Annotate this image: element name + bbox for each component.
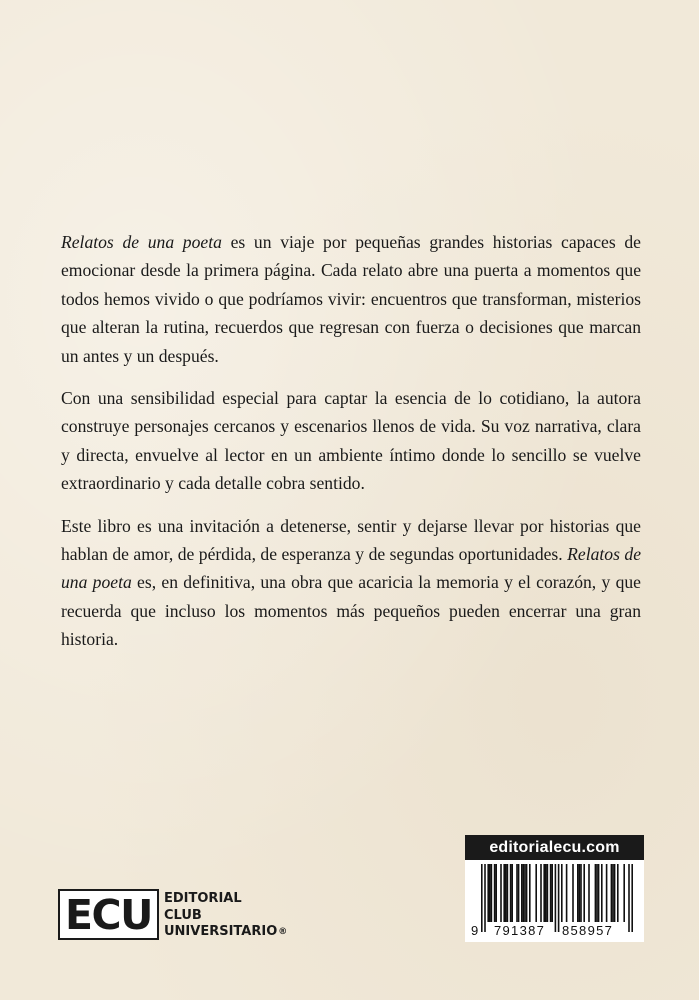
- barcode-bar: [507, 864, 509, 922]
- barcode-bar: [561, 864, 563, 922]
- barcode-bar: [545, 864, 547, 922]
- isbn-left-group: 791387: [494, 923, 546, 938]
- barcode-bar: [481, 864, 483, 932]
- ecu-logo-mark: [58, 889, 159, 940]
- barcode-bar: [494, 864, 496, 922]
- publisher-name-line-3-text: UNIVERSITARIO: [164, 924, 278, 939]
- blurb-paragraph-1-text: es un viaje por pequeñas grandes historias capaces de emocionar desde la primera página. Cada relato abre una puerta a momentos que todos hemos vivido o que podríamos vivir: encuentros que transforman, misterios que alteran la rutina, recuerdos que regresan con fuerza o decisiones que marcan un antes y un después.: [61, 232, 641, 366]
- barcode-bar: [579, 864, 581, 922]
- barcode-bar: [491, 864, 493, 922]
- blurb-paragraph-3: [61, 512, 641, 654]
- book-title-italic: Relatos de una poeta: [61, 544, 641, 593]
- barcode-bar: [550, 864, 552, 922]
- barcode-bar: [505, 864, 507, 922]
- barcode-bar: [551, 864, 553, 922]
- barcode-bar: [558, 864, 560, 932]
- isbn-digits: [465, 923, 644, 939]
- barcode-bar: [523, 864, 525, 922]
- blurb-paragraph-3-text: es, en definitiva, una obra que acaricia la memoria y el corazón, y que recuerda que incluso los momentos más pequeños pueden encerrar una gran historia.: [61, 572, 641, 650]
- blurb-paragraph-3-start: Este libro es una invitación a detenerse, sentir y dejarse llevar por historias que hablan de amor, de pérdida, de esperanza y de segundas oportunidades.: [61, 515, 641, 565]
- barcode-bar: [617, 864, 619, 922]
- barcode-bar: [612, 864, 614, 922]
- isbn-right-group: 858957: [562, 923, 614, 938]
- barcode-bar: [500, 864, 502, 922]
- barcode-bar: [487, 864, 489, 922]
- barcode-bar: [601, 864, 603, 922]
- barcode-bar: [518, 864, 520, 922]
- barcode-bar: [535, 864, 537, 922]
- blurb-paragraph-1: [61, 228, 641, 370]
- barcode-bar: [572, 864, 574, 922]
- publisher-website: editorialecu.com: [465, 835, 644, 860]
- back-cover-blurb: [61, 228, 641, 668]
- barcode-bar: [614, 864, 616, 922]
- barcode-bar: [547, 864, 549, 922]
- barcode-bar: [524, 864, 526, 922]
- barcode-bar: [495, 864, 497, 922]
- barcode-bar: [510, 864, 512, 922]
- publisher-logo: [58, 889, 298, 941]
- isbn-barcode: [465, 860, 644, 942]
- barcode-bar: [526, 864, 528, 922]
- barcode-bar: [521, 864, 523, 922]
- barcode-bar: [529, 864, 531, 922]
- barcode-bar: [583, 864, 585, 922]
- barcode-bar: [580, 864, 582, 922]
- barcode-bar: [489, 864, 491, 922]
- barcode-bar: [566, 864, 568, 922]
- publisher-name-line-3: [164, 924, 287, 941]
- barcode-bar: [588, 864, 590, 922]
- barcode-bar: [623, 864, 625, 922]
- book-title-italic: Relatos de una poeta: [61, 232, 222, 252]
- barcode-bar: [540, 864, 542, 922]
- publisher-name-line-2: CLUB: [164, 907, 202, 923]
- barcode-bar: [543, 864, 545, 922]
- barcode-bar: [503, 864, 505, 922]
- publisher-name-line-1: EDITORIAL: [164, 891, 242, 906]
- barcode-bar: [596, 864, 598, 922]
- ecu-logo-letters: ECU: [65, 891, 152, 939]
- barcode-bar: [595, 864, 597, 922]
- registered-mark: ®: [278, 927, 288, 937]
- publisher-name: [164, 891, 287, 941]
- barcode-bar: [484, 864, 486, 932]
- barcode-bar: [516, 864, 518, 922]
- barcode-bar: [555, 864, 557, 932]
- blurb-paragraph-2: Con una sensibilidad especial para captar la esencia de lo cotidiano, la autora construye personajes cercanos y escenarios llenos de vida. Su voz narrativa, clara y directa, envuelve al lector en un ambiente íntimo donde lo sencillo se vuelve extraordinario y cada detalle cobra sentido.: [61, 388, 641, 494]
- barcode-bar: [631, 864, 633, 932]
- barcode-bar: [611, 864, 613, 922]
- barcode-bar: [511, 864, 513, 922]
- isbn-first-digit: 9: [471, 923, 479, 938]
- barcode-bar: [606, 864, 608, 922]
- barcode-bar: [598, 864, 600, 922]
- barcode-bar: [628, 864, 630, 932]
- barcode-bar: [577, 864, 579, 922]
